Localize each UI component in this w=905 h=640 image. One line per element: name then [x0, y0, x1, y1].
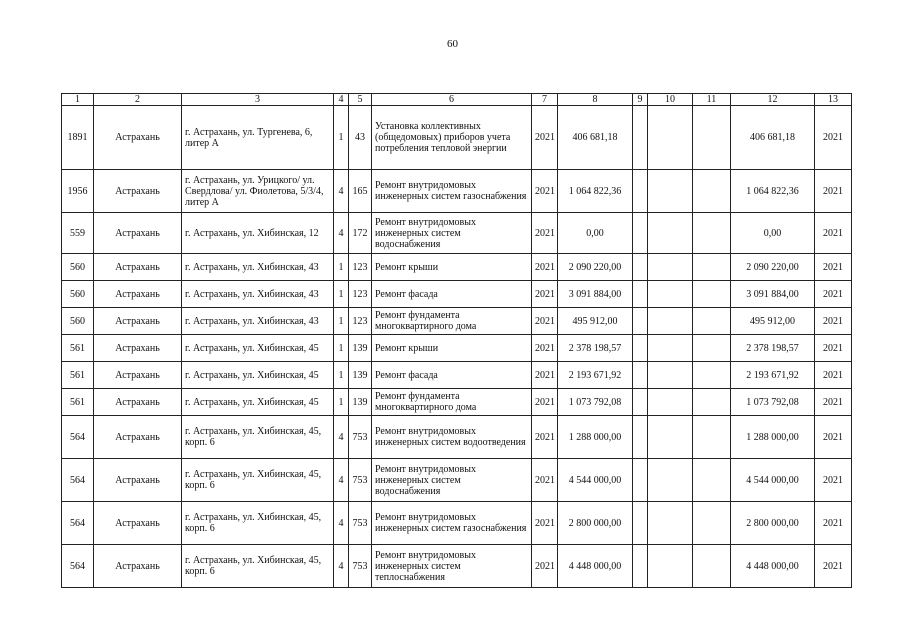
cell-col-12: 2 193 671,92 [731, 362, 815, 389]
column-header: 6 [372, 94, 532, 106]
cell-col-11 [693, 106, 731, 170]
cell-col-1: 561 [62, 335, 94, 362]
cell-col-10 [648, 502, 693, 545]
cell-col-2: Астрахань [94, 335, 182, 362]
column-header: 3 [182, 94, 334, 106]
cell-col-13: 2021 [815, 335, 852, 362]
cell-col-3: г. Астрахань, ул. Хибинская, 45, корп. 6 [182, 545, 334, 588]
cell-col-10 [648, 459, 693, 502]
cell-col-1: 564 [62, 502, 94, 545]
cell-col-10 [648, 416, 693, 459]
cell-col-2: Астрахань [94, 389, 182, 416]
cell-col-6: Ремонт крыши [372, 254, 532, 281]
cell-col-12: 495 912,00 [731, 308, 815, 335]
table-row [62, 213, 852, 254]
cell-col-9 [633, 170, 648, 213]
table-row [62, 459, 852, 502]
column-header: 7 [532, 94, 558, 106]
cell-col-2: Астрахань [94, 308, 182, 335]
cell-col-9 [633, 389, 648, 416]
cell-col-11 [693, 170, 731, 213]
cell-col-13: 2021 [815, 389, 852, 416]
cell-col-7: 2021 [532, 389, 558, 416]
cell-col-6: Ремонт внутридомовых инженерных систем газоснабжения [372, 502, 532, 545]
cell-col-8: 2 090 220,00 [558, 254, 633, 281]
cell-col-8: 4 544 000,00 [558, 459, 633, 502]
cell-col-6: Ремонт внутридомовых инженерных систем водоотведения [372, 416, 532, 459]
cell-col-11 [693, 308, 731, 335]
table-row [62, 362, 852, 389]
cell-col-2: Астрахань [94, 254, 182, 281]
cell-col-6: Установка коллективных (общедомовых) приборов учета потребления тепловой энергии [372, 106, 532, 170]
cell-col-11 [693, 545, 731, 588]
cell-col-1: 561 [62, 389, 94, 416]
cell-col-2: Астрахань [94, 362, 182, 389]
cell-col-10 [648, 170, 693, 213]
cell-col-4: 4 [334, 459, 349, 502]
table-row [62, 502, 852, 545]
column-header: 12 [731, 94, 815, 106]
cell-col-5: 139 [349, 389, 372, 416]
cell-col-11 [693, 335, 731, 362]
cell-col-12: 1 064 822,36 [731, 170, 815, 213]
cell-col-3: г. Астрахань, ул. Хибинская, 43 [182, 281, 334, 308]
cell-col-1: 1956 [62, 170, 94, 213]
cell-col-1: 560 [62, 308, 94, 335]
cell-col-5: 139 [349, 335, 372, 362]
cell-col-4: 1 [334, 281, 349, 308]
cell-col-11 [693, 502, 731, 545]
capital-repair-table [61, 93, 852, 588]
cell-col-7: 2021 [532, 459, 558, 502]
cell-col-5: 753 [349, 545, 372, 588]
cell-col-12: 1 073 792,08 [731, 389, 815, 416]
table-row [62, 106, 852, 170]
cell-col-12: 2 800 000,00 [731, 502, 815, 545]
table-row [62, 308, 852, 335]
cell-col-6: Ремонт фасада [372, 362, 532, 389]
cell-col-8: 1 064 822,36 [558, 170, 633, 213]
cell-col-9 [633, 213, 648, 254]
cell-col-2: Астрахань [94, 281, 182, 308]
cell-col-3: г. Астрахань, ул. Хибинская, 12 [182, 213, 334, 254]
cell-col-9 [633, 502, 648, 545]
cell-col-11 [693, 254, 731, 281]
cell-col-6: Ремонт фундамента многоквартирного дома [372, 308, 532, 335]
cell-col-11 [693, 281, 731, 308]
cell-col-3: г. Астрахань, ул. Тургенева, 6, литер А [182, 106, 334, 170]
table-row [62, 416, 852, 459]
cell-col-11 [693, 459, 731, 502]
cell-col-12: 2 378 198,57 [731, 335, 815, 362]
cell-col-10 [648, 389, 693, 416]
cell-col-5: 753 [349, 459, 372, 502]
cell-col-11 [693, 213, 731, 254]
cell-col-8: 495 912,00 [558, 308, 633, 335]
cell-col-6: Ремонт внутридомовых инженерных систем водоснабжения [372, 459, 532, 502]
cell-col-5: 139 [349, 362, 372, 389]
cell-col-8: 2 193 671,92 [558, 362, 633, 389]
cell-col-9 [633, 281, 648, 308]
cell-col-8: 1 288 000,00 [558, 416, 633, 459]
cell-col-7: 2021 [532, 281, 558, 308]
cell-col-6: Ремонт внутридомовых инженерных систем газоснабжения [372, 170, 532, 213]
cell-col-7: 2021 [532, 308, 558, 335]
cell-col-12: 406 681,18 [731, 106, 815, 170]
cell-col-3: г. Астрахань, ул. Хибинская, 45 [182, 362, 334, 389]
cell-col-13: 2021 [815, 362, 852, 389]
cell-col-2: Астрахань [94, 545, 182, 588]
column-header: 4 [334, 94, 349, 106]
cell-col-11 [693, 362, 731, 389]
cell-col-1: 560 [62, 281, 94, 308]
cell-col-1: 564 [62, 545, 94, 588]
cell-col-8: 3 091 884,00 [558, 281, 633, 308]
cell-col-10 [648, 308, 693, 335]
cell-col-6: Ремонт фасада [372, 281, 532, 308]
cell-col-5: 753 [349, 416, 372, 459]
cell-col-13: 2021 [815, 545, 852, 588]
cell-col-1: 559 [62, 213, 94, 254]
cell-col-6: Ремонт фундамента многоквартирного дома [372, 389, 532, 416]
cell-col-12: 4 448 000,00 [731, 545, 815, 588]
cell-col-12: 0,00 [731, 213, 815, 254]
cell-col-2: Астрахань [94, 170, 182, 213]
cell-col-5: 123 [349, 308, 372, 335]
cell-col-7: 2021 [532, 106, 558, 170]
cell-col-9 [633, 545, 648, 588]
cell-col-2: Астрахань [94, 106, 182, 170]
cell-col-6: Ремонт внутридомовых инженерных систем теплоснабжения [372, 545, 532, 588]
header-row [62, 94, 852, 106]
cell-col-3: г. Астрахань, ул. Хибинская, 43 [182, 308, 334, 335]
table-row [62, 335, 852, 362]
column-header: 11 [693, 94, 731, 106]
cell-col-13: 2021 [815, 502, 852, 545]
cell-col-10 [648, 106, 693, 170]
column-header: 10 [648, 94, 693, 106]
cell-col-4: 1 [334, 335, 349, 362]
cell-col-10 [648, 545, 693, 588]
cell-col-7: 2021 [532, 416, 558, 459]
cell-col-3: г. Астрахань, ул. Хибинская, 45 [182, 389, 334, 416]
cell-col-4: 4 [334, 502, 349, 545]
cell-col-4: 1 [334, 362, 349, 389]
cell-col-9 [633, 416, 648, 459]
cell-col-10 [648, 281, 693, 308]
column-header: 9 [633, 94, 648, 106]
cell-col-7: 2021 [532, 254, 558, 281]
table-row [62, 389, 852, 416]
cell-col-8: 4 448 000,00 [558, 545, 633, 588]
cell-col-5: 165 [349, 170, 372, 213]
cell-col-5: 753 [349, 502, 372, 545]
cell-col-3: г. Астрахань, ул. Хибинская, 45, корп. 6 [182, 416, 334, 459]
cell-col-4: 4 [334, 213, 349, 254]
cell-col-11 [693, 389, 731, 416]
table-row [62, 254, 852, 281]
cell-col-4: 4 [334, 170, 349, 213]
cell-col-5: 43 [349, 106, 372, 170]
cell-col-6: Ремонт крыши [372, 335, 532, 362]
table-row [62, 545, 852, 588]
cell-col-5: 123 [349, 281, 372, 308]
cell-col-12: 2 090 220,00 [731, 254, 815, 281]
cell-col-13: 2021 [815, 213, 852, 254]
cell-col-3: г. Астрахань, ул. Хибинская, 45 [182, 335, 334, 362]
cell-col-7: 2021 [532, 335, 558, 362]
column-header: 13 [815, 94, 852, 106]
cell-col-9 [633, 335, 648, 362]
cell-col-1: 560 [62, 254, 94, 281]
cell-col-13: 2021 [815, 170, 852, 213]
cell-col-8: 2 378 198,57 [558, 335, 633, 362]
cell-col-1: 1891 [62, 106, 94, 170]
cell-col-8: 406 681,18 [558, 106, 633, 170]
cell-col-12: 3 091 884,00 [731, 281, 815, 308]
cell-col-9 [633, 308, 648, 335]
cell-col-11 [693, 416, 731, 459]
cell-col-3: г. Астрахань, ул. Урицкого/ ул. Свердлова/ ул. Фиолетова, 5/3/4, литер А [182, 170, 334, 213]
cell-col-8: 1 073 792,08 [558, 389, 633, 416]
cell-col-9 [633, 362, 648, 389]
table-row [62, 281, 852, 308]
cell-col-4: 4 [334, 416, 349, 459]
table-row [62, 170, 852, 213]
cell-col-7: 2021 [532, 170, 558, 213]
cell-col-9 [633, 459, 648, 502]
cell-col-13: 2021 [815, 106, 852, 170]
cell-col-2: Астрахань [94, 416, 182, 459]
column-header: 2 [94, 94, 182, 106]
cell-col-10 [648, 362, 693, 389]
cell-col-13: 2021 [815, 281, 852, 308]
cell-col-1: 564 [62, 459, 94, 502]
cell-col-3: г. Астрахань, ул. Хибинская, 45, корп. 6 [182, 459, 334, 502]
cell-col-12: 4 544 000,00 [731, 459, 815, 502]
cell-col-4: 1 [334, 254, 349, 281]
cell-col-12: 1 288 000,00 [731, 416, 815, 459]
cell-col-13: 2021 [815, 254, 852, 281]
cell-col-7: 2021 [532, 362, 558, 389]
column-header: 1 [62, 94, 94, 106]
cell-col-9 [633, 106, 648, 170]
cell-col-10 [648, 254, 693, 281]
cell-col-5: 123 [349, 254, 372, 281]
cell-col-7: 2021 [532, 502, 558, 545]
cell-col-13: 2021 [815, 416, 852, 459]
cell-col-4: 4 [334, 545, 349, 588]
cell-col-10 [648, 335, 693, 362]
cell-col-9 [633, 254, 648, 281]
cell-col-8: 0,00 [558, 213, 633, 254]
column-header: 8 [558, 94, 633, 106]
page-number: 60 [447, 38, 458, 50]
cell-col-1: 561 [62, 362, 94, 389]
cell-col-10 [648, 213, 693, 254]
cell-col-8: 2 800 000,00 [558, 502, 633, 545]
cell-col-1: 564 [62, 416, 94, 459]
cell-col-3: г. Астрахань, ул. Хибинская, 43 [182, 254, 334, 281]
cell-col-4: 1 [334, 106, 349, 170]
cell-col-5: 172 [349, 213, 372, 254]
cell-col-13: 2021 [815, 459, 852, 502]
cell-col-6: Ремонт внутридомовых инженерных систем водоснабжения [372, 213, 532, 254]
cell-col-4: 1 [334, 389, 349, 416]
cell-col-7: 2021 [532, 545, 558, 588]
cell-col-4: 1 [334, 308, 349, 335]
cell-col-13: 2021 [815, 308, 852, 335]
cell-col-2: Астрахань [94, 502, 182, 545]
cell-col-7: 2021 [532, 213, 558, 254]
column-header: 5 [349, 94, 372, 106]
cell-col-3: г. Астрахань, ул. Хибинская, 45, корп. 6 [182, 502, 334, 545]
cell-col-2: Астрахань [94, 213, 182, 254]
cell-col-2: Астрахань [94, 459, 182, 502]
